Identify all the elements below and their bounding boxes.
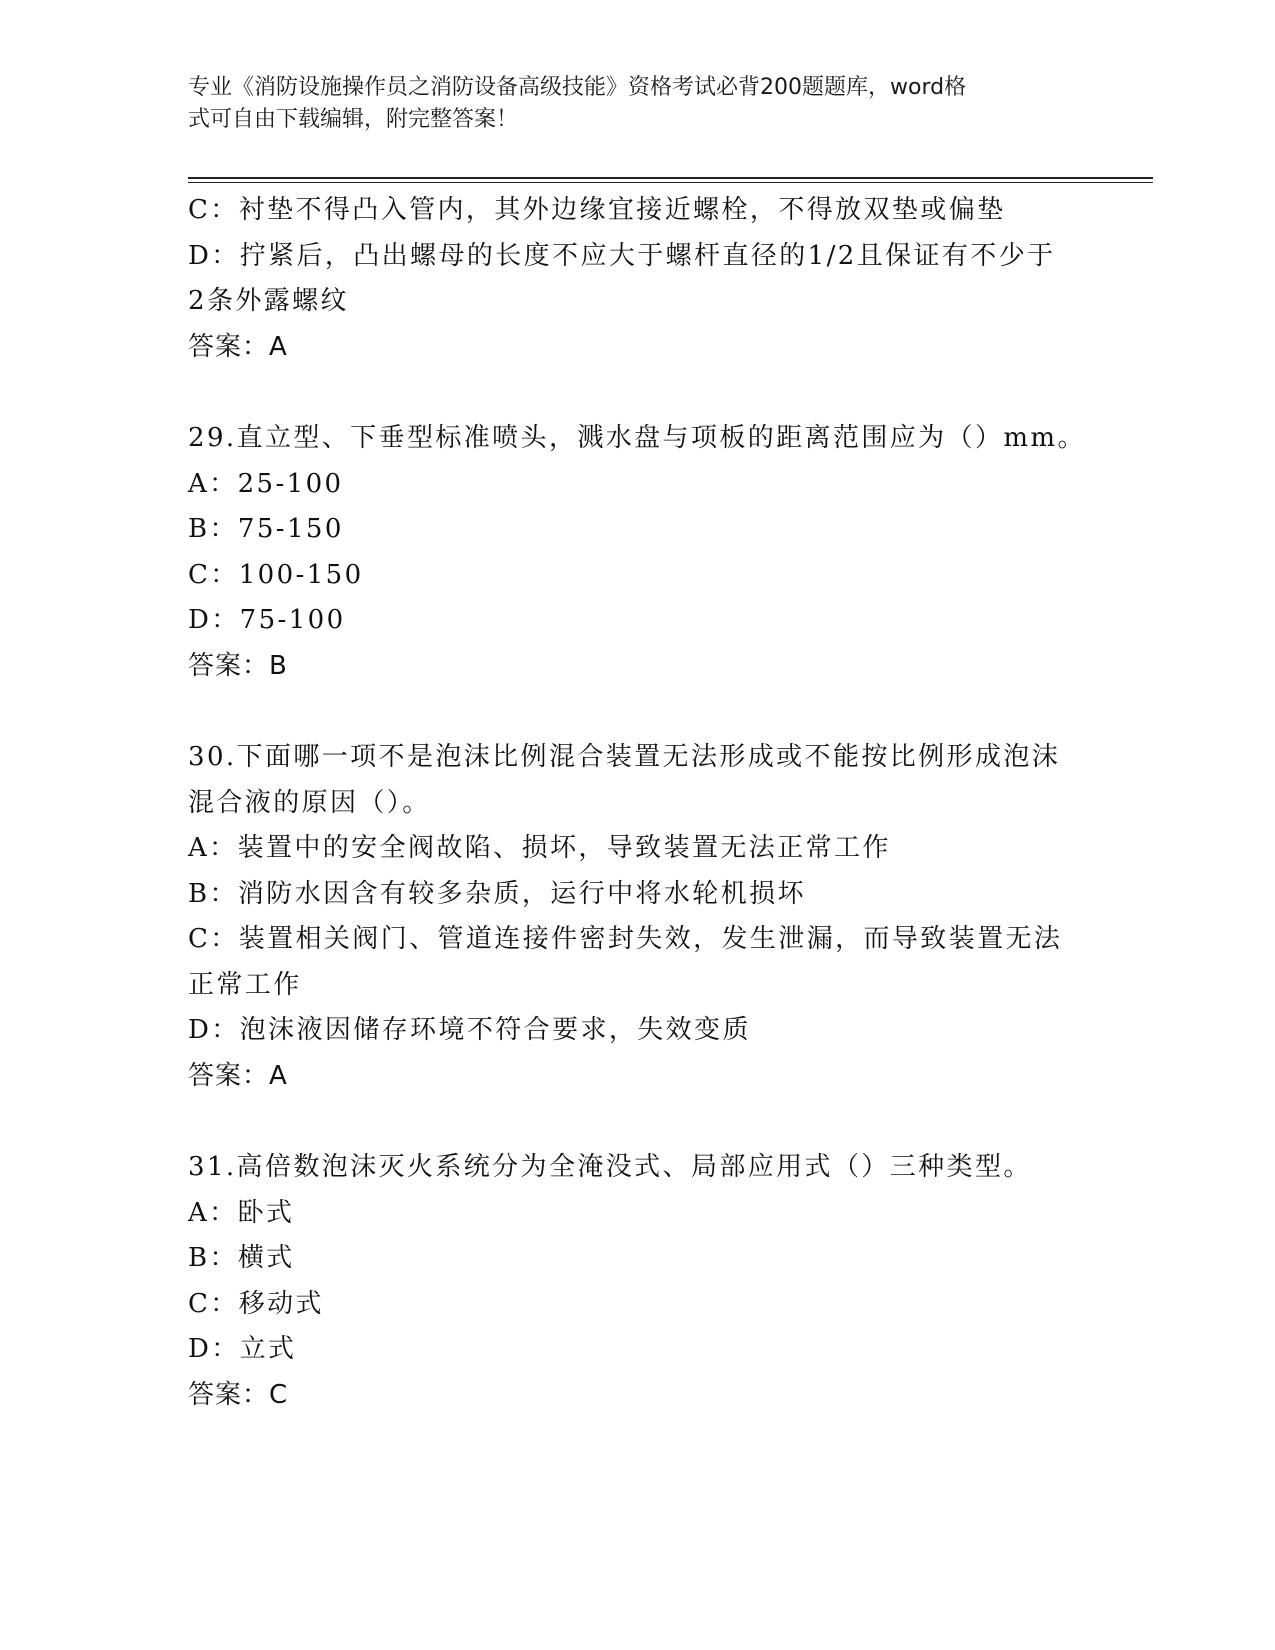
question-stem: 30.下面哪一项不是泡沫比例混合装置无法形成或不能按比例形成泡沫 xyxy=(188,742,1061,772)
option-b: B：消防水因含有较多杂质，运行中将水轮机损坏 xyxy=(188,878,806,909)
question-29 xyxy=(188,416,1088,689)
question-28-tail xyxy=(188,188,1088,370)
option-d: D：立式 xyxy=(188,1334,297,1364)
header-line-1: 专业《消防设施操作员之消防设备高级技能》资格考试必背200题题库，word格 xyxy=(188,75,967,100)
document-header xyxy=(188,72,1068,136)
option-c: C：移动式 xyxy=(188,1288,324,1319)
option-b: B：横式 xyxy=(188,1243,295,1273)
question-31 xyxy=(188,1145,1088,1418)
option-a: A：25-100 xyxy=(188,468,344,499)
spacer xyxy=(188,370,1088,416)
option-c: C：100-150 xyxy=(188,559,364,590)
question-stem: 29.直立型、下垂型标准喷头，溅水盘与项板的距离范围应为（）mm。 xyxy=(188,423,1086,453)
option-c-continued: 正常工作 xyxy=(188,969,302,1000)
answer: 答案：B xyxy=(188,650,288,681)
spacer xyxy=(188,1099,1088,1145)
answer: 答案：A xyxy=(188,331,288,362)
option-c: C：衬垫不得凸入管内，其外边缘宜接近螺栓，不得放双垫或偏垫 xyxy=(188,195,1006,225)
option-b: B：75-150 xyxy=(188,514,344,544)
option-d-continued: 2条外露螺纹 xyxy=(188,286,349,316)
question-list xyxy=(188,188,1088,1418)
question-stem-continued: 混合液的原因（）。 xyxy=(188,787,431,818)
question-stem: 31.高倍数泡沫灭火系统分为全淹没式、局部应用式（）三种类型。 xyxy=(188,1152,1032,1182)
question-30 xyxy=(188,735,1088,1099)
header-line-2: 式可自由下载编辑，附完整答案！ xyxy=(188,107,519,132)
option-a: A：装置中的安全阀故陷、损坏，导致装置无法正常工作 xyxy=(188,833,891,863)
header-divider-thick xyxy=(188,177,1153,179)
option-d: D：泡沫液因储存环境不符合要求，失效变质 xyxy=(188,1015,751,1045)
option-d: D：75-100 xyxy=(188,605,346,635)
option-c: C：装置相关阀门、管道连接件密封失效，发生泄漏，而导致装置无法 xyxy=(188,924,1063,954)
answer: 答案：A xyxy=(188,1060,288,1091)
option-d: D：拧紧后，凸出螺母的长度不应大于螺杆直径的1/2且保证有不少于 xyxy=(188,240,1056,271)
option-a: A：卧式 xyxy=(188,1197,295,1228)
answer: 答案：C xyxy=(188,1379,289,1410)
spacer xyxy=(188,689,1088,735)
header-divider-thin xyxy=(188,182,1153,183)
